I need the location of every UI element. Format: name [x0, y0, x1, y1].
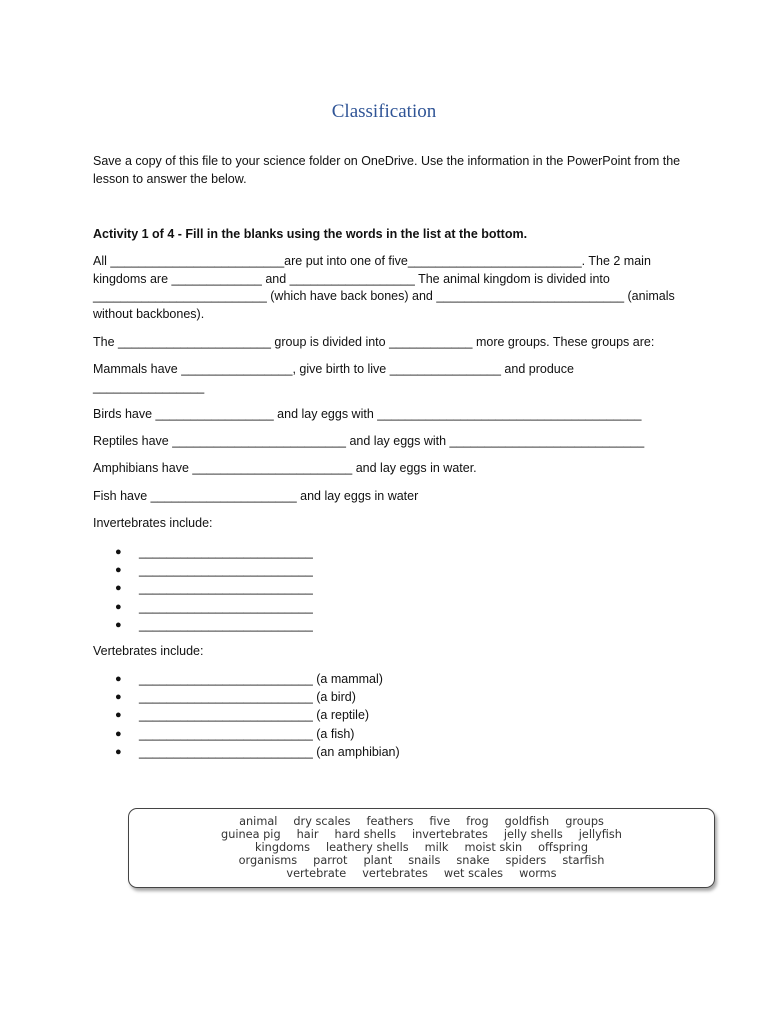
- word-bank-word: hard shells: [334, 828, 396, 841]
- bullet-icon: ●: [115, 673, 122, 685]
- vertebrates-heading: Vertebrates include:: [93, 644, 204, 658]
- intro-text: Save a copy of this file to your science folder on OneDrive. Use the information in the PowerPoint from the lesson to answer the below.: [93, 154, 681, 186]
- word-bank-word: goldfish: [504, 815, 550, 828]
- word-bank-word: dry scales: [293, 815, 351, 828]
- bullet-icon: ●: [115, 600, 122, 613]
- bullet-icon: ●: [115, 582, 122, 595]
- page-title: Classification: [331, 101, 437, 122]
- word-bank-word: vertebrates: [362, 867, 428, 880]
- word-bank-word: parrot: [313, 854, 348, 867]
- bullet-icon: ●: [115, 745, 122, 758]
- bullet-icon: ●: [115, 564, 122, 577]
- word-bank-word: starfish: [562, 854, 605, 867]
- word-bank-word: milk: [424, 841, 449, 854]
- bullet-icon: ●: [115, 546, 122, 558]
- word-bank-word: moist skin: [464, 841, 523, 854]
- word-bank-word: animal: [239, 815, 278, 828]
- paragraph-fish: Fish have _____________________ and lay eggs in water: [93, 489, 419, 503]
- paragraph-birds: Birds have _________________ and lay eggs with ______________________________________: [93, 407, 642, 421]
- word-bank-row: [129, 854, 714, 867]
- word-bank-word: wet scales: [443, 867, 504, 880]
- word-bank-word: plant: [363, 854, 393, 867]
- word-bank-word: jellyfish: [578, 828, 622, 841]
- paragraph-kingdoms: All _________________________are put into one of five_________________________. The 2 main kingdoms are _____________ and __________________ The animal kingdom is divided into _________________________ (which have back bones) and ___________________________ (animals without backbones).: [93, 254, 675, 321]
- word-bank-word: worms: [519, 867, 557, 880]
- bullet-icon: ●: [115, 691, 122, 704]
- bullet-icon: ●: [115, 709, 122, 722]
- invertebrates-heading: Invertebrates include:: [93, 516, 213, 530]
- word-bank-word: invertebrates: [411, 828, 488, 841]
- word-bank-row: [129, 828, 714, 841]
- word-bank-word: leathery shells: [325, 841, 409, 854]
- word-bank-word: guinea pig: [221, 828, 281, 841]
- paragraph-mammals: Mammals have ________________, give birth to live ________________ and produce ________________: [93, 362, 574, 394]
- activity-heading: Activity 1 of 4 - Fill in the blanks using the words in the list at the bottom.: [93, 227, 528, 241]
- paragraph-groups: The ______________________ group is divided into ____________ more groups. These groups are:: [93, 335, 655, 349]
- word-bank-word: feathers: [366, 815, 414, 828]
- word-bank-word: spiders: [505, 854, 547, 867]
- word-bank-word: snake: [456, 854, 490, 867]
- word-bank-row: [129, 841, 714, 854]
- paragraph-amphibians: Amphibians have _______________________ and lay eggs in water.: [93, 461, 477, 475]
- bullet-icon: ●: [115, 618, 122, 631]
- word-bank-word: hair: [296, 828, 319, 841]
- word-bank-word: offspring: [538, 841, 588, 854]
- word-bank-word: jelly shells: [503, 828, 563, 841]
- word-bank-word: frog: [466, 815, 489, 828]
- paragraph-reptiles: Reptiles have _________________________ and lay eggs with ____________________________: [93, 434, 645, 448]
- word-bank-word: organisms: [238, 854, 298, 867]
- word-bank: [128, 808, 715, 888]
- word-bank-word: vertebrate: [286, 867, 347, 880]
- word-bank-word: snails: [408, 854, 441, 867]
- bullet-icon: ●: [115, 727, 122, 740]
- word-bank-word: five: [429, 815, 451, 828]
- word-bank-word: kingdoms: [254, 841, 310, 854]
- word-bank-row: [129, 867, 714, 880]
- word-bank-word: groups: [565, 815, 604, 828]
- word-bank-row: [129, 815, 714, 828]
